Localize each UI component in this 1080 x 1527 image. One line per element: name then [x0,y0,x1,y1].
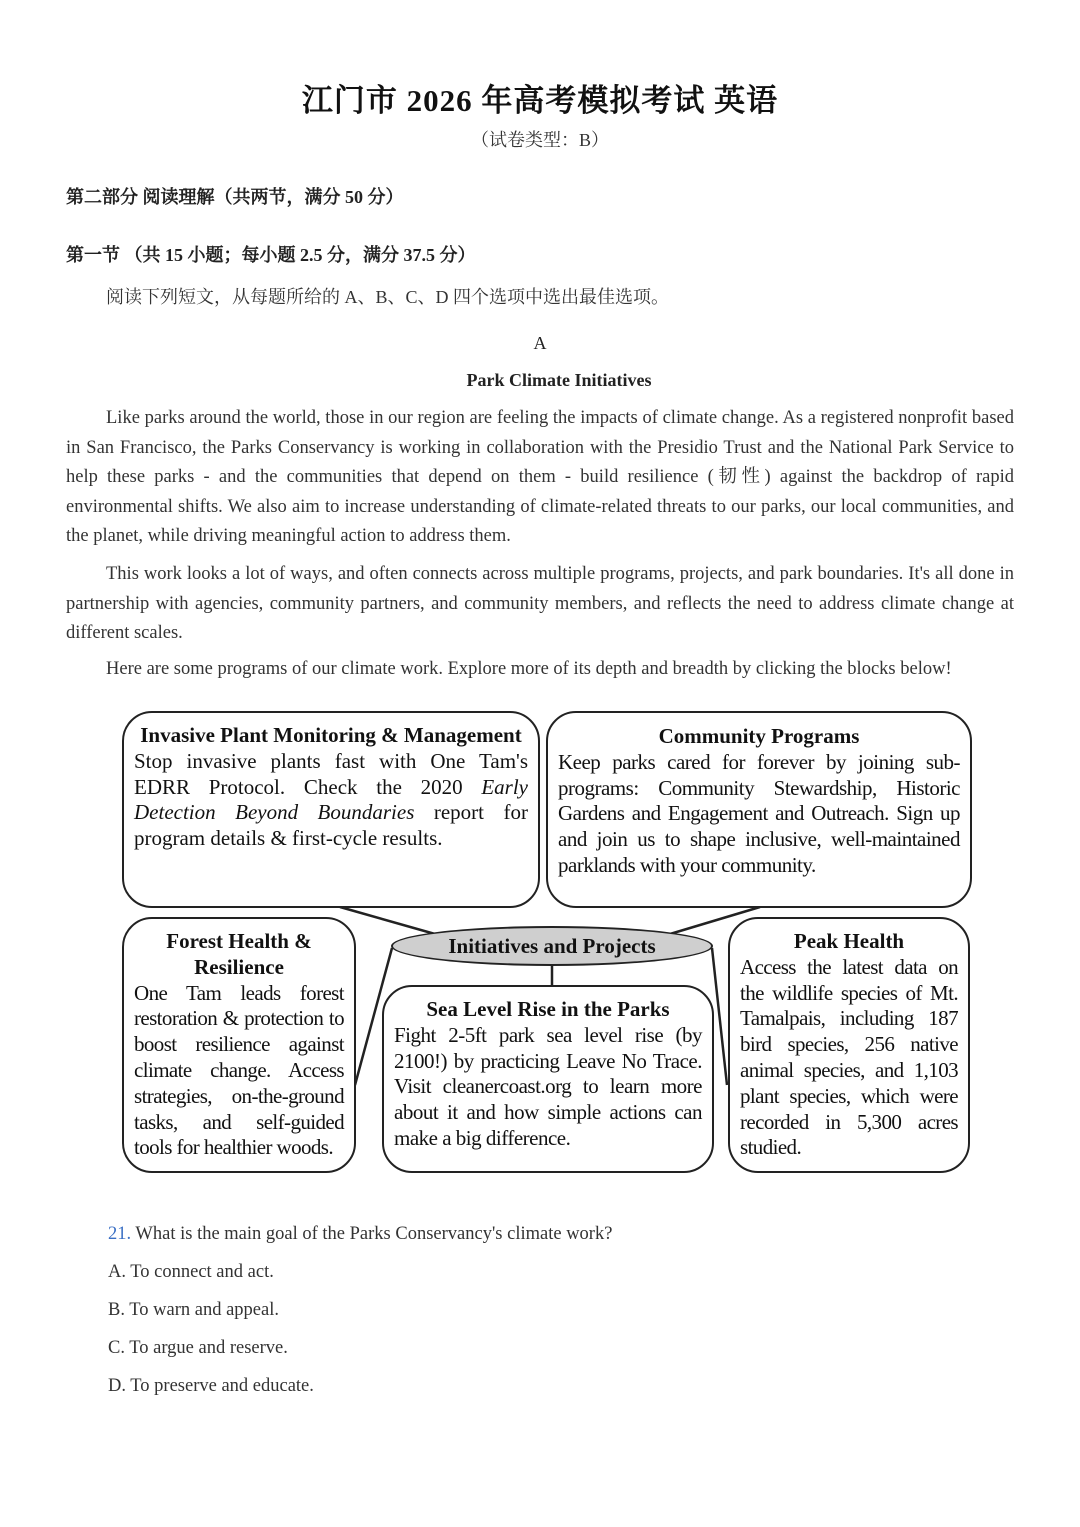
page-title: 江门市 2026 年高考模拟考试 英语 [301,83,779,118]
option-c[interactable]: C. To argue and reserve. [108,1338,288,1358]
question-21: 21. What is the main goal of the Parks Conservancy's climate work? [108,1224,613,1244]
paragraph-3: Here are some programs of our climate work. Explore more of its depth and breadth by clicking the blocks below! [106,659,952,679]
community-programs-title: Community Programs [658,724,860,748]
invasive-plant-title: Invasive Plant Monitoring & Management [140,723,522,747]
community-programs-block[interactable] [546,711,972,908]
peak-health-body: Access the latest data on the wildlife species of Mt. Tamalpais, including 187 bird species, 256 native animal species, and 1,103 plant species, which were recorded in 5,300 acres studied. [740,954,958,1160]
peak-health-block[interactable] [728,917,970,1173]
peak-health-title: Peak Health [793,929,905,953]
paper-type: （试卷类型：B） [470,130,609,150]
question-number: 21. [108,1224,132,1244]
invasive-plant-block[interactable] [122,711,540,908]
initiatives-hub: Initiatives and Projects [391,926,713,966]
part-heading: 第二部分 阅读理解（共两节，满分 50 分） [66,187,404,207]
option-a[interactable]: A. To connect and act. [108,1262,274,1282]
paragraph-1: Like parks around the world, those in our region are feeling the impacts of climate change. As a registered nonprofit based in San Francisco, the Parks Conservancy is working in collaboration with the Presidio Trust and the National Park Service to help these parks - and the communities that depend on them - build resilience (韧性) against the backdrop of rapid environmental shifts. We also aim to increase understanding of climate-related threats to our parks, our local communities, and the planet, while driving meaningful action to address them. [66,408,1014,546]
section-heading: 第一节 （共 15 小题；每小题 2.5 分，满分 37.5 分） [66,245,476,265]
option-b[interactable]: B. To warn and appeal. [108,1300,279,1320]
passage-title: Park Climate Initiatives [466,370,652,390]
forest-health-title: Forest Health & Resilience [166,929,312,979]
sea-level-body: Fight 2-5ft park sea level rise (by 2100!) by practicing Leave No Trace. Visit cleanercoast.org to learn more about it and how simple actions can make a big difference. [394,1022,702,1150]
forest-health-body: One Tam leads forest restoration & protection to boost resilience against climate change. Access strategies, on-the-ground tasks, and self-guided tools for healthier woods. [134,980,344,1160]
sea-level-title: Sea Level Rise in the Parks [426,997,670,1021]
invasive-plant-body: Stop invasive plants fast with One Tam's EDRR Protocol. Check the 2020 Early Detection Beyond Boundaries report for program details & first-cycle results. [134,748,528,851]
instruction: 阅读下列短文，从每题所给的 A、B、C、D 四个选项中选出最佳选项。 [106,287,670,307]
community-programs-body: Keep parks cared for forever by joining sub-programs: Community Stewardship, Historic Gardens and Engagement and Outreach. Sign up and join us to shape inclusive, well-maintained parklands with your community. [558,749,960,877]
paragraph-2: This work looks a lot of ways, and often connects across multiple programs, projects, and park boundaries. It's all done in partnership with agencies, community partners, and community members, and reflects the need to address climate change at different scales. [66,564,1014,643]
option-d[interactable]: D. To preserve and educate. [108,1376,314,1396]
passage-letter: A [533,333,547,353]
forest-health-block[interactable] [122,917,356,1173]
sea-level-block[interactable] [382,985,714,1173]
